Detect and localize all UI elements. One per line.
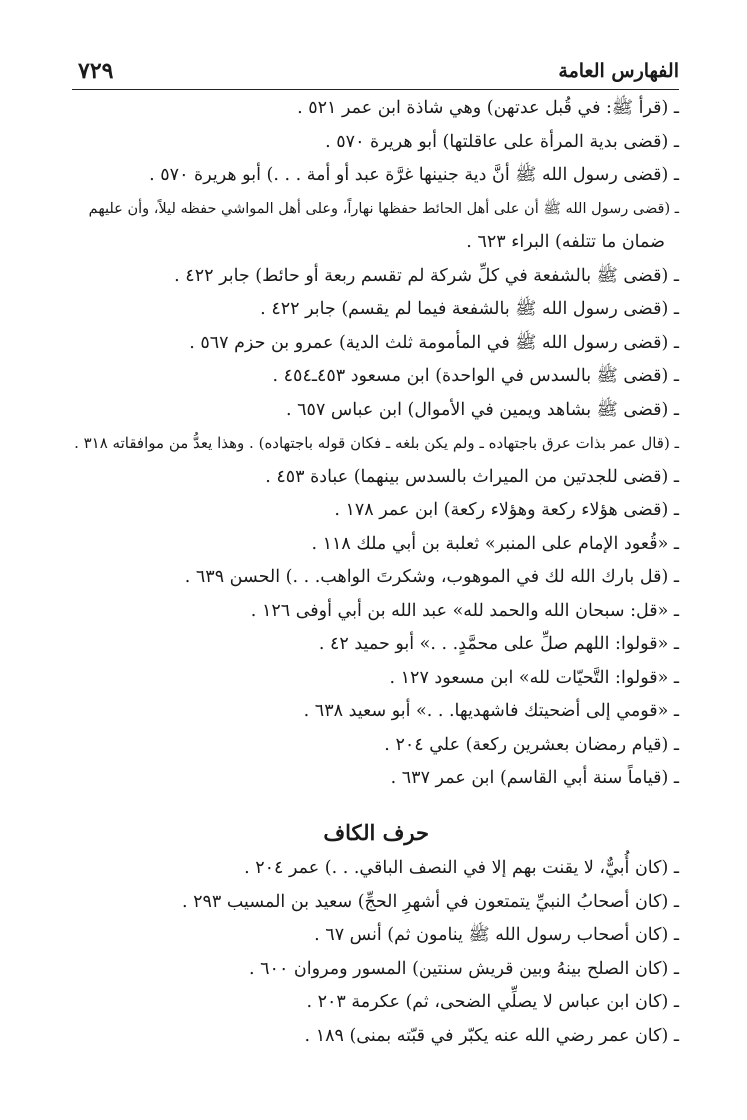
index-entry: ـ «قل: سبحان الله والحمد لله» عبد الله بن أبي أوفى ١٢٦ . [250, 600, 679, 621]
page-number: ٧٢٩ [78, 58, 114, 84]
index-entry: ـ «قولوا: التَّحيّات لله» ابن مسعود ١٢٧ . [389, 667, 679, 688]
index-entry: ـ (قضى ﷺ بشاهد ويمين في الأموال) ابن عباس ٦٥٧ . [286, 399, 679, 420]
index-entry: ـ (قضى ﷺ بالسدس في الواحدة) ابن مسعود ٤٥٣ـ٤٥٤ . [272, 366, 679, 386]
index-entry: ـ (قضى هؤلاء ركعة وهؤلاء ركعة) ابن عمر ١٧٨ . [334, 500, 679, 520]
index-entry: ـ (قضى رسول الله ﷺ بالشفعة فيما لم يقسم) جابر ٤٢٢ . [260, 299, 679, 319]
index-entry: ـ (قضى ﷺ بالشفعة في كلِّ شركة لم تقسم ربعة أو حائط) جابر ٤٢٢ . [174, 265, 679, 286]
index-entry: ـ (قرأ ﷺ: في قُبل عدتهن) وهي شاذة ابن عمر ٥٢١ . [297, 98, 679, 118]
section-heading-kaf: حرف الكاف [323, 820, 429, 845]
index-entry: ـ (قضى رسول الله ﷺ في المأمومة ثلث الدية) عمرو بن حزم ٥٦٧ . [189, 332, 679, 353]
index-entry: ـ «قولوا: اللهم صلِّ على محمَّدٍ. . .» أبو حميد ٤٢ . [318, 634, 679, 654]
page-header [78, 58, 679, 88]
index-entry: ـ (قضى للجدتين من الميراث بالسدس بينهما) عبادة ٤٥٣ . [265, 466, 679, 487]
index-entry: ـ (قياماً سنة أبي القاسم) ابن عمر ٦٣٧ . [390, 768, 679, 788]
index-entry: ـ (كان الصلح بينهُ وبين قريش سنتين) المسور ومروان ٦٠٠ . [249, 958, 679, 979]
header-rule [72, 89, 679, 90]
index-entry: ـ «قومي إلى أضحيتك فاشهديها. . .» أبو سعيد ٦٣٨ . [303, 701, 679, 721]
index-entry: ـ (قضى رسول الله ﷺ أن على أهل الحائط حفظها نهاراً، وعلى أهل المواشي حفظه ليلاً، وأن عليهم [88, 200, 679, 217]
index-entry: ـ (كان ابن عباس لا يصلِّي الضحى، ثم) عكرمة ٢٠٣ . [306, 992, 679, 1012]
index-entry: ـ (كان أصحاب رسول الله ﷺ ينامون ثم) أنس ٦٧ . [314, 925, 679, 945]
index-entry: ـ (كان أصحابُ النبيِّ يتمتعون في أشهرِ الحجِّ) سعيد بن المسيب ٢٩٣ . [181, 891, 679, 912]
index-entry: ـ (كان عمر رضي الله عنه يكبّر في قبّته بمنى) ١٨٩ . [304, 1025, 679, 1046]
index-entry: ـ (كان أُبيٌّ، لا يقنت بهم إلا في النصف الباقي. . .) عمر ٢٠٤ . [244, 858, 679, 878]
index-entry: ـ (قيام رمضان بعشرين ركعة) علي ٢٠٤ . [384, 734, 679, 755]
index-entries-qaf [71, 92, 679, 796]
running-title: الفهارس العامة [558, 60, 679, 82]
index-entry: ـ (قضى رسول الله ﷺ أنَّ دية جنينها غرَّة عبد أو أمة . . .) أبو هريرة ٥٧٠ . [149, 165, 679, 185]
index-entry: ـ (قضى بدية المرأة على عاقلتها) أبو هريرة ٥٧٠ . [325, 131, 679, 152]
index-entry-continuation: ضمان ما تتلفه) البراء ٦٢٣ . [466, 232, 665, 252]
index-entries-kaf [71, 852, 679, 1053]
index-entry: ـ (قال عمر بذات عرق باجتهاده ـ ولم يكن بلغه ـ فكان قوله باجتهاده) . وهذا يعدُّ من موافقاته ٣١٨ . [74, 434, 679, 452]
index-entry: ـ (قل بارك الله لك في الموهوب، وشكرتَ الواهب. . .) الحسن ٦٣٩ . [184, 567, 679, 587]
index-entry: ـ «قُعود الإمام على المنبر» ثعلبة بن أبي ملك ١١٨ . [311, 533, 679, 554]
